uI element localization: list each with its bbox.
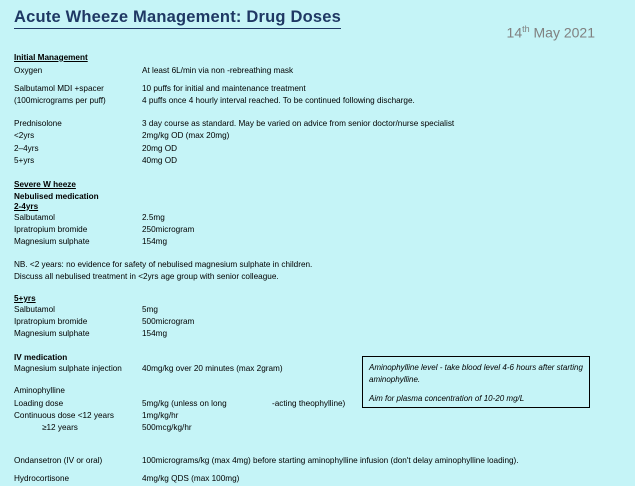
table-row	[14, 473, 623, 485]
iv-medication-heading: IV medication	[14, 352, 68, 362]
row-value: 154mg	[142, 237, 168, 247]
table-row	[14, 304, 623, 316]
spacer	[14, 284, 623, 294]
row-value: 250microgram	[142, 224, 195, 234]
row-label: Salbutamol MDI +spacer	[14, 84, 104, 94]
row-label: <2yrs	[14, 131, 35, 141]
table-row	[14, 65, 623, 77]
row-value: 154mg	[142, 329, 168, 339]
table-row	[14, 328, 623, 340]
row-value-secondary: -acting theophylline)	[272, 398, 346, 408]
table-row	[14, 224, 623, 236]
row-label: Ondansetron (IV or oral)	[14, 455, 103, 465]
row-value: 2.5mg	[142, 212, 165, 222]
table-row	[14, 212, 623, 224]
spacer	[14, 445, 623, 455]
row-label: Salbutamol	[14, 304, 55, 314]
row-value: 500microgram	[142, 316, 195, 326]
spacer	[14, 249, 623, 259]
initial-management-heading: Initial Management	[14, 52, 88, 62]
row-label: Loading dose	[14, 398, 64, 408]
row-label: Magnesium sulphate	[14, 237, 90, 247]
row-value: 4 puffs once 4 hourly interval reached. To be continued following discharge.	[142, 96, 415, 106]
row-label: Salbutamol	[14, 212, 55, 222]
row-label: Magnesium sulphate	[14, 329, 90, 339]
callout-line-2: Aim for plasma concentration of 10-20 mg/L	[369, 394, 525, 403]
aminophylline-level-callout	[362, 356, 590, 408]
row-label: Prednisolone	[14, 118, 62, 128]
row-value: 5mg	[142, 304, 158, 314]
row-label: Oxygen	[14, 65, 43, 75]
row-value: 100micrograms/kg (max 4mg) before starting aminophylline infusion (don't delay aminophylline loading).	[142, 455, 519, 465]
row-label: Hydrocortisone	[14, 474, 70, 484]
row-label: Ipratropium bromide	[14, 316, 88, 326]
age-group-5plus-heading: 5+yrs	[14, 293, 36, 303]
row-value: 5mg/kg (unless on long	[142, 398, 227, 408]
date-day: 14	[506, 24, 523, 41]
table-row	[14, 95, 623, 107]
row-label: (100micrograms per puff)	[14, 96, 106, 106]
severe-wheeze-heading: Severe W heeze	[14, 179, 76, 189]
row-value: 3 day course as standard. May be varied on advice from senior doctor/nurse specialist	[142, 118, 455, 128]
row-label: ≥12 years	[42, 423, 78, 433]
table-row	[14, 83, 623, 95]
document-header	[14, 8, 623, 41]
row-value: 40mg OD	[142, 156, 178, 166]
table-row	[14, 130, 623, 142]
spacer	[14, 108, 623, 118]
row-label: Ipratropium bromide	[14, 224, 88, 234]
nebulised-medication-subheading: Nebulised medication	[14, 191, 99, 201]
row-label: Continuous dose <12 years	[14, 410, 114, 420]
page-title: Acute Wheeze Management: Drug Doses	[14, 8, 341, 29]
table-row	[14, 316, 623, 328]
section-initial-management	[14, 53, 623, 168]
table-row	[14, 422, 623, 434]
table-row	[14, 143, 623, 155]
row-value: At least 6L/min via non -rebreathing mask	[142, 65, 294, 75]
row-value: 4mg/kg QDS (max 100mg)	[142, 474, 240, 484]
row-value: 2mg/kg OD (max 20mg)	[142, 131, 230, 141]
row-value: 1mg/kg/hr	[142, 410, 179, 420]
row-value: 500mcg/kg/hr	[142, 423, 192, 433]
date-ordinal-suffix: th	[522, 24, 530, 34]
row-label: Aminophylline	[14, 386, 65, 396]
row-value: 40mg/kg over 20 minutes (max 2gram)	[142, 363, 283, 373]
row-label: 2–4yrs	[14, 143, 39, 153]
callout-line-1: Aminophylline level - take blood level 4-6 hours after starting aminophylline.	[369, 363, 583, 384]
nebulised-note-1: NB. <2 years: no evidence for safety of nebulised magnesium sulphate in children.	[14, 259, 313, 269]
nebulised-note-2: Discuss all nebulised treatment in <2yrs age group with senior colleague.	[14, 272, 279, 282]
section-severe-wheeze	[14, 180, 623, 341]
age-group-2-4-heading: 2-4yrs	[14, 201, 39, 211]
table-row	[14, 118, 623, 130]
table-row	[14, 455, 623, 467]
table-row	[14, 236, 623, 248]
spacer	[14, 435, 623, 445]
table-row	[14, 155, 623, 167]
row-label: 5+yrs	[14, 156, 35, 166]
row-label: Magnesium sulphate injection	[14, 363, 122, 373]
date-month-year: May 2021	[529, 24, 595, 41]
table-row	[14, 410, 623, 422]
document-date	[507, 24, 595, 41]
row-value: 20mg OD	[142, 143, 178, 153]
row-value: 10 puffs for initial and maintenance treatment	[142, 84, 306, 94]
